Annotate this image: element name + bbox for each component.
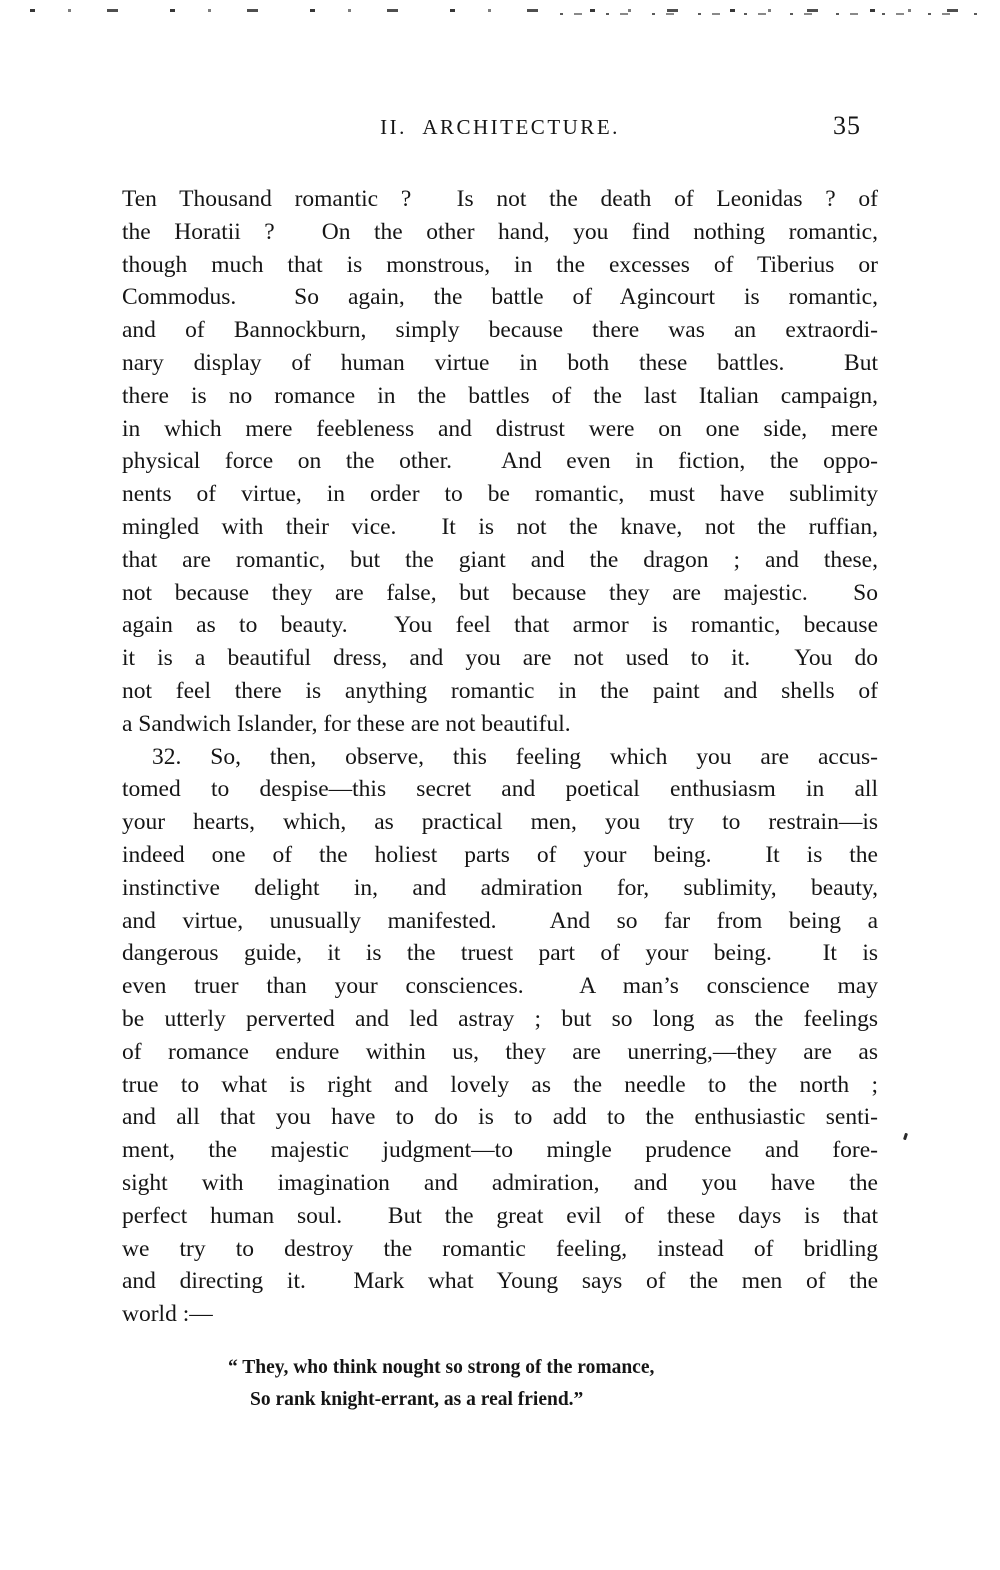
text-line: sight with imagination and admiration, and you have the bbox=[122, 1169, 878, 1196]
verse-line: “ They, who think nought so strong of the romance, bbox=[228, 1356, 655, 1378]
text-line: it is a beautiful dress, and you are not used to it. You do bbox=[122, 645, 878, 672]
text-line: physical force on the other. And even in fiction, the oppo- bbox=[122, 448, 878, 475]
text-line: a Sandwich Islander, for these are not beautiful. bbox=[122, 710, 571, 737]
text-line: not because they are false, but because they are majestic. So bbox=[122, 579, 878, 606]
scan-noise-line bbox=[560, 13, 986, 15]
text-line: and of Bannockburn, simply because there was an extraordi- bbox=[122, 317, 878, 344]
text-line: and directing it. Mark what Young says of the men of the bbox=[122, 1268, 878, 1295]
text-line: even truer than your consciences. A man’s conscience may bbox=[122, 973, 878, 1000]
text-line: ment, the majestic judgment—to mingle prudence and fore- bbox=[122, 1137, 878, 1164]
text-line: the Horatii ? On the other hand, you find nothing romantic, bbox=[122, 218, 878, 245]
text-line: mingled with their vice. It is not the knave, not the ruffian, bbox=[122, 513, 878, 540]
text-line: indeed one of the holiest parts of your being. It is the bbox=[122, 841, 878, 868]
text-line: of romance endure within us, they are unerring,—they are as bbox=[122, 1038, 878, 1065]
text-line: 32. So, then, observe, this feeling which you are accus- bbox=[152, 743, 878, 770]
scan-speck bbox=[903, 1133, 908, 1141]
text-line: instinctive delight in, and admiration for, sublimity, beauty, bbox=[122, 874, 878, 901]
text-line: perfect human soul. But the great evil of these days is that bbox=[122, 1202, 878, 1229]
text-line: be utterly perverted and led astray ; but so long as the feelings bbox=[122, 1005, 878, 1032]
text-line: Commodus. So again, the battle of Agincourt is romantic, bbox=[122, 284, 878, 311]
verse-line: So rank knight-errant, as a real friend.” bbox=[250, 1389, 584, 1411]
text-line: and all that you have to do is to add to the enthusiastic senti- bbox=[122, 1104, 878, 1131]
text-line: Ten Thousand romantic ? Is not the death of Leonidas ? of bbox=[122, 186, 878, 212]
text-line: nents of virtue, in order to be romantic, must have sublimity bbox=[122, 481, 878, 508]
page-number: 35 bbox=[833, 111, 861, 140]
text-line: again as to beauty. You feel that armor is romantic, because bbox=[122, 612, 878, 639]
text-line: dangerous guide, it is the truest part of your being. It is bbox=[122, 940, 878, 967]
verse-quote bbox=[122, 1352, 878, 1417]
scan-noise-line bbox=[30, 9, 986, 12]
text-line: not feel there is anything romantic in the paint and shells of bbox=[122, 677, 878, 704]
text-line: we try to destroy the romantic feeling, instead of bridling bbox=[122, 1235, 878, 1262]
running-head-title: II. ARCHITECTURE. bbox=[380, 115, 620, 139]
text-line: and virtue, unusually manifested. And so far from being a bbox=[122, 907, 878, 934]
text-line: there is no romance in the battles of the last Italian campaign, bbox=[122, 382, 878, 409]
text-line: your hearts, which, as practical men, you try to restrain—is bbox=[122, 809, 878, 836]
text-line: world :— bbox=[122, 1301, 213, 1328]
text-line: tomed to despise—this secret and poetical enthusiasm in all bbox=[122, 776, 878, 803]
text-line: though much that is monstrous, in the excesses of Tiberius or bbox=[122, 251, 878, 278]
text-line: that are romantic, but the giant and the dragon ; and these, bbox=[122, 546, 878, 573]
text-line: nary display of human virtue in both these battles. But bbox=[122, 349, 878, 376]
body-text bbox=[122, 183, 878, 1417]
text-line: in which mere feebleness and distrust were on one side, mere bbox=[122, 415, 878, 442]
text-line: true to what is right and lovely as the needle to the north ; bbox=[122, 1071, 878, 1098]
